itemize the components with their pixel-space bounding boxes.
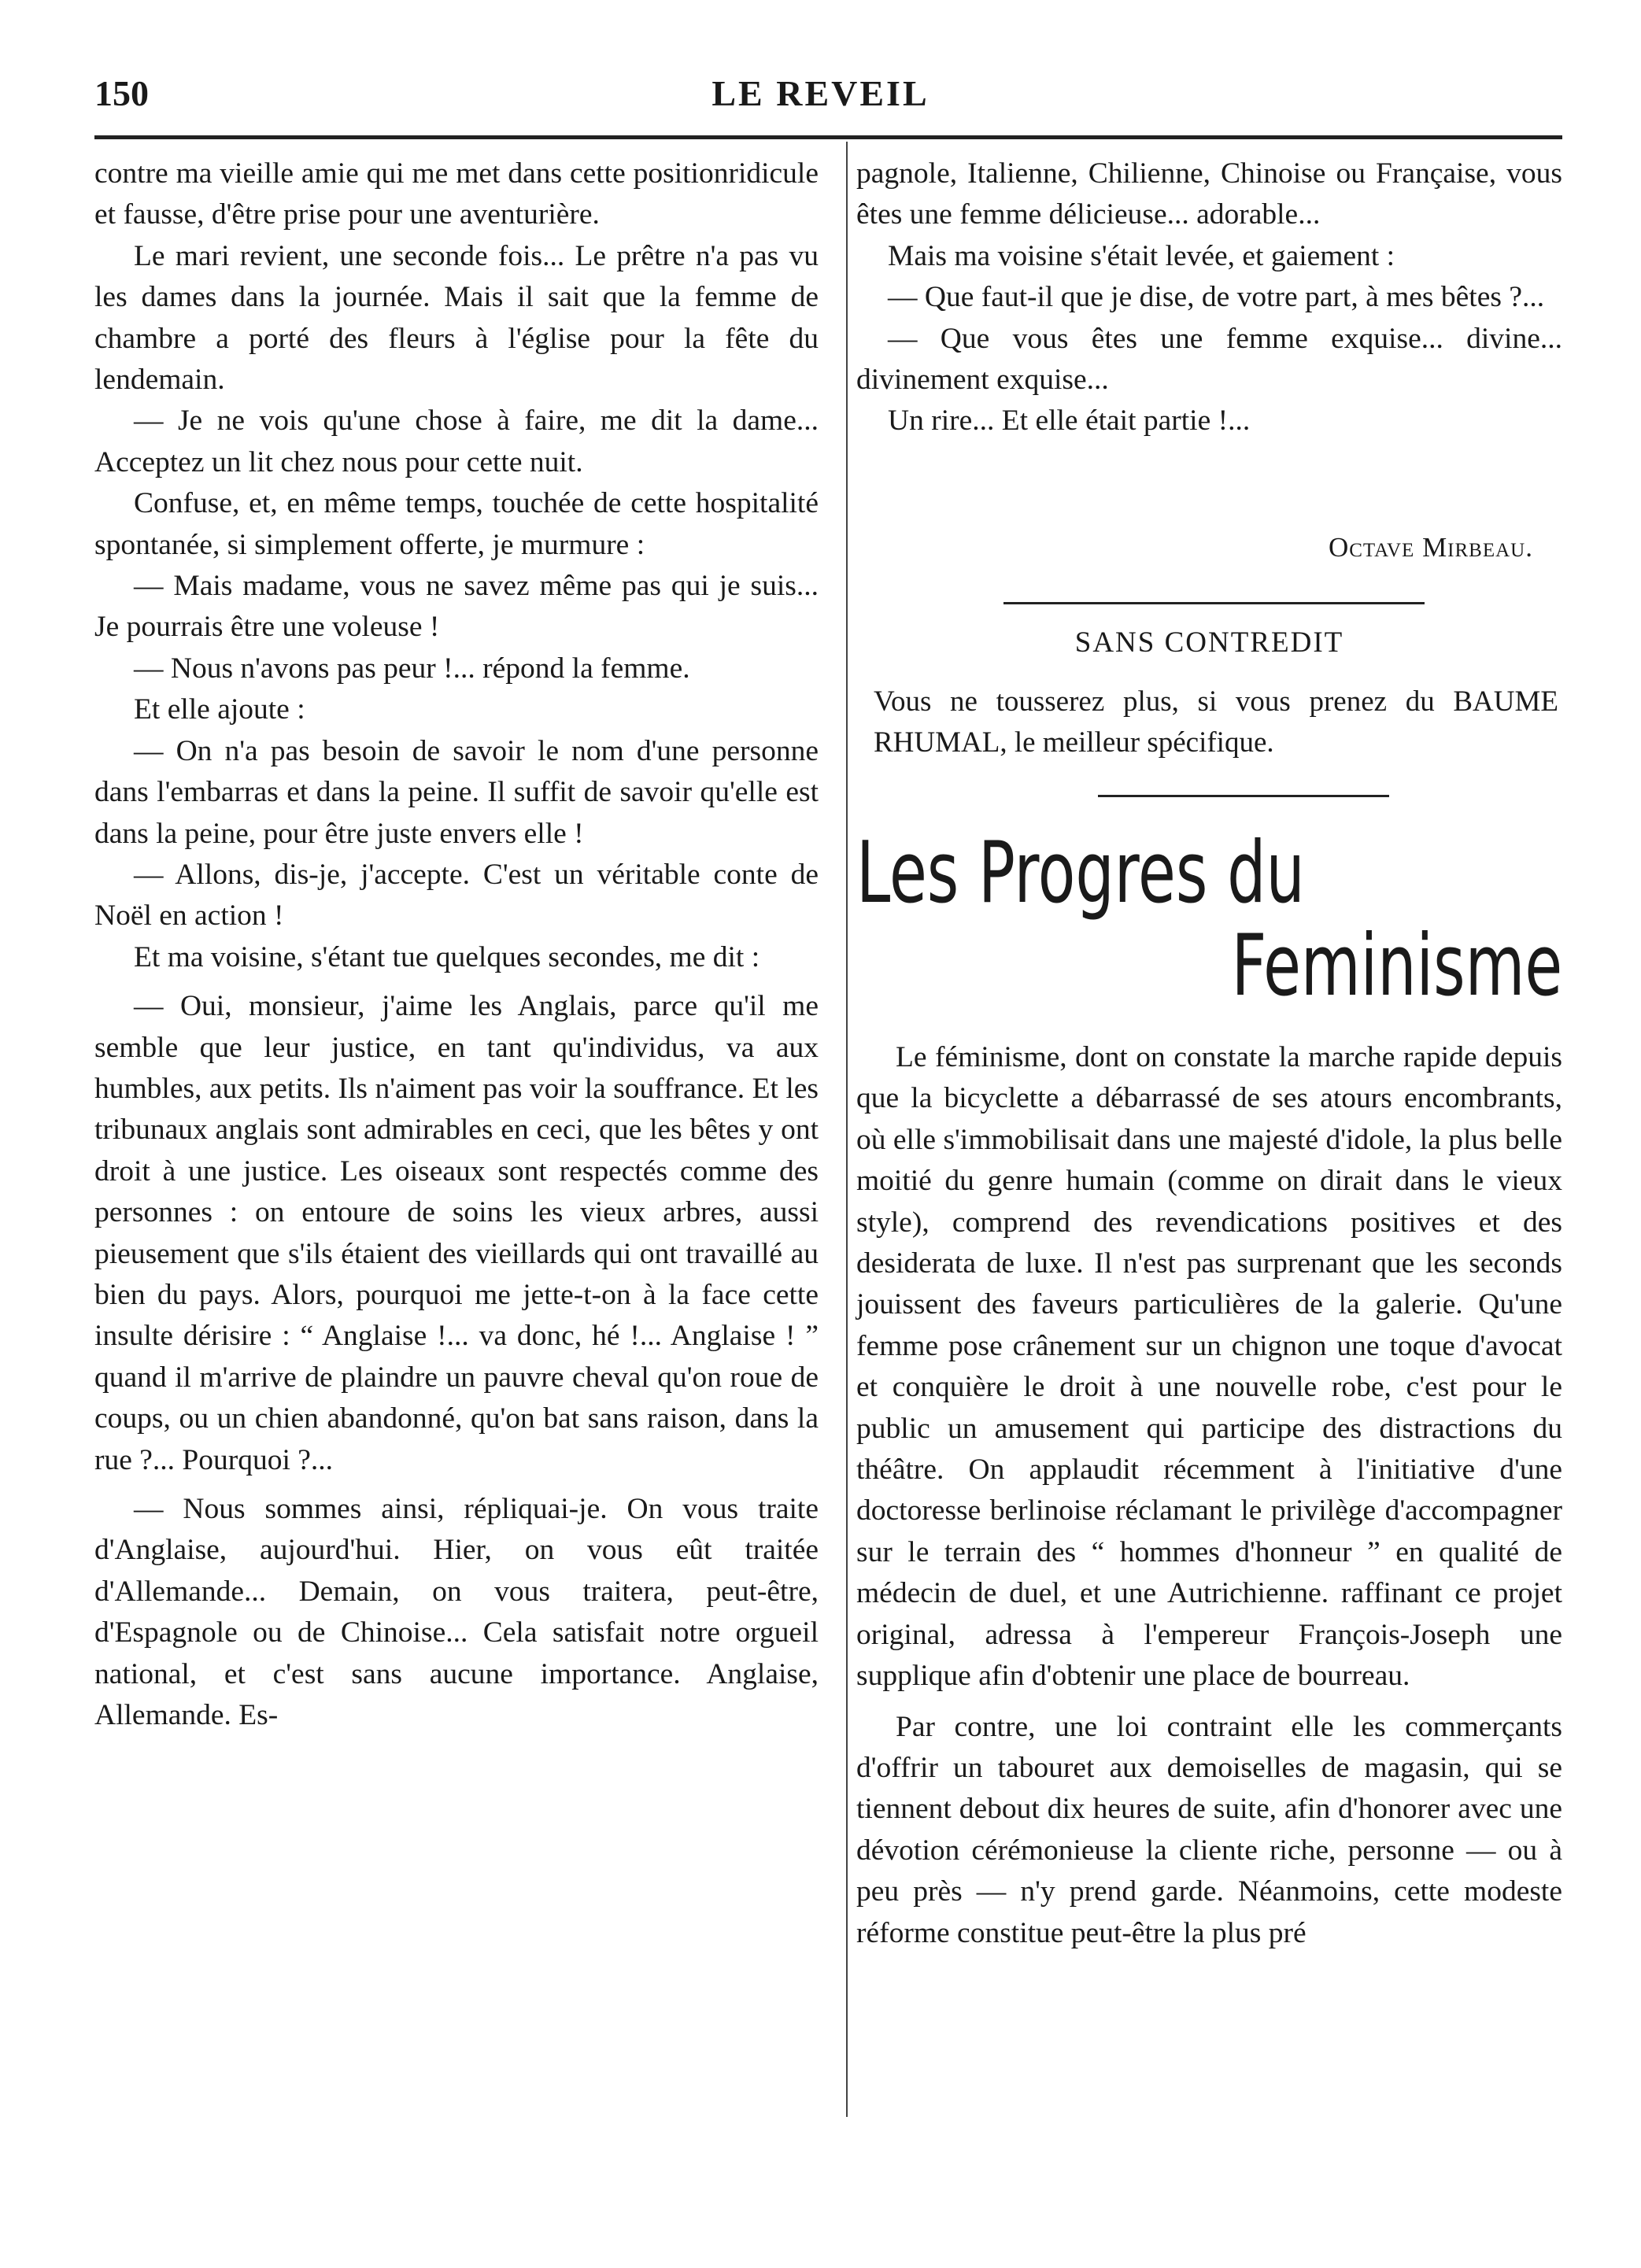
separator-rule: [1003, 602, 1425, 604]
paragraph: — Nous sommes ainsi, répliquai-je. On vous traite d'Anglaise, aujourd'hui. Hier, on vous eût traitée d'Allemande... Demain, on vous traitera, peut-être, d'Espagnole ou de Chinoise... Cela satisfait notre orgueil national, et c'est sans aucune importance. Anglaise, Allemande. Es-: [94, 1493, 819, 1732]
paragraph: — Nous n'avons pas peur !... répond la femme.: [134, 652, 690, 685]
article-paragraph: Par contre, une loi contraint elle les commerçants d'offrir un tabouret aux demoiselles de magasin, qui se tiennent debout dix heures de suite, afin d'honorer avec une dévotion cérémonieuse la cliente riche, personne — ou à peu près — n'y prend garde. Néanmoins, cette modeste réforme constitue peut-être la plus pré: [856, 1710, 1562, 1949]
paragraph: Un rire... Et elle était partie !...: [888, 404, 1251, 438]
paragraph: Confuse, et, en même temps, touchée de cette hospitalité spontanée, si simplement offerte, je murmure :: [94, 487, 819, 561]
column-divider: [846, 142, 848, 2117]
article-title-line-2: Feminisme: [1231, 917, 1562, 1015]
paragraph: Et elle ajoute :: [134, 693, 305, 726]
right-column-top: [856, 153, 1562, 442]
paragraph: — Que faut-il que je dise, de votre part, à mes bêtes ?...: [888, 281, 1545, 314]
paragraph: — Je ne vois qu'une chose à faire, me dit la dame... Acceptez un lit chez nous pour cette nuit.: [94, 404, 819, 478]
separator-rule: [1098, 795, 1389, 797]
paragraph: Le mari revient, une seconde fois... Le prêtre n'a pas vu les dames dans la journée. Mais il sait que la femme de chambre a porté des fleurs à l'église pour la fête du lendemain.: [94, 239, 819, 397]
article-paragraph: Le féminisme, dont on constate la marche rapide depuis que la bicyclette a débarrassé de ses atours encombrants, où elle s'immobilisait dans une majesté d'idole, la plus belle moitié du genre humain (comme on dirait dans le vieux style), comprend des revendications positives et des desiderata de luxe. Il n'est pas surprenant que les seconds jouissent des faveurs particulières de la galerie. Qu'une femme pose crânement sur un chignon une toque d'avocat et conquière le droit à une nouvelle robe, c'est pour le public un amusement qui participe des distractions du théâtre. On applaudit récemment à l'initiative d'une doctoresse berlinoise réclamant le privilège d'accompagner sur le terrain des “ hommes d'honneur ” en qualité de médecin de duel, et une Autrichienne. raffinant ce projet original, adressa à l'empereur François-Joseph une supplique afin d'obtenir une place de bourreau.: [856, 1041, 1562, 1693]
paragraph: — Allons, dis-je, j'accepte. C'est un véritable conte de Noël en action !: [94, 858, 819, 933]
newspaper-title: LE REVEIL: [711, 73, 930, 113]
paragraph: — On n'a pas besoin de savoir le nom d'une personne dans l'embarras et dans la peine. Il suffit de savoir qu'elle est dans la peine, pour être juste envers elle !: [94, 734, 819, 850]
author-signature: Octave Mirbeau.: [1328, 532, 1533, 563]
page-number: 150: [94, 73, 149, 113]
paragraph: Et ma voisine, s'étant tue quelques secondes, me dit :: [134, 940, 760, 973]
notice-heading: SANS CONTREDIT: [1074, 626, 1344, 659]
paragraph: contre ma vieille amie qui me met dans cette positionridicule et fausse, d'être prise pour une aventurière.: [94, 157, 819, 231]
paragraph: pagnole, Italienne, Chilienne, Chinoise ou Française, vous êtes une femme délicieuse... adorable...: [856, 157, 1562, 231]
paragraph: — Mais madame, vous ne savez même pas qui je suis... Je pourrais être une voleuse !: [94, 570, 819, 644]
header-rule: [94, 135, 1562, 139]
article-body: [856, 1037, 1562, 1954]
paragraph: — Que vous êtes une femme exquise... divine... divinement exquise...: [856, 322, 1562, 397]
paragraph: Mais ma voisine s'était levée, et gaiement :: [888, 239, 1395, 272]
notice-body: Vous ne tousserez plus, si vous prenez du BAUME RHUMAL, le meilleur spécifique.: [874, 685, 1558, 759]
left-column: [94, 153, 819, 1736]
article-title-line-1: Les Progres du: [856, 824, 1305, 922]
paragraph: — Oui, monsieur, j'aime les Anglais, parce qu'il me semble que leur justice, en tant qu'individus, va aux humbles, aux petits. Ils n'aiment pas voir la souffrance. Et les tribunaux anglais sont admirables en ceci, que les bêtes y ont droit à une justice. Les oiseaux sont respectés comme des personnes : on entoure de soins les vieux arbres, aussi pieusement que s'ils étaient des vieillards qui ont travaillé au bien du pays. Alors, pourquoi me jette-t-on à la face cette insulte dérisire : “ Anglaise !... va donc, hé !... Anglaise ! ” quand il m'arrive de plaindre un pauvre cheval qu'on roue de coups, ou un chien abandonné, qu'on bat sans raison, dans la rue ?... Pourquoi ?...: [94, 990, 819, 1476]
